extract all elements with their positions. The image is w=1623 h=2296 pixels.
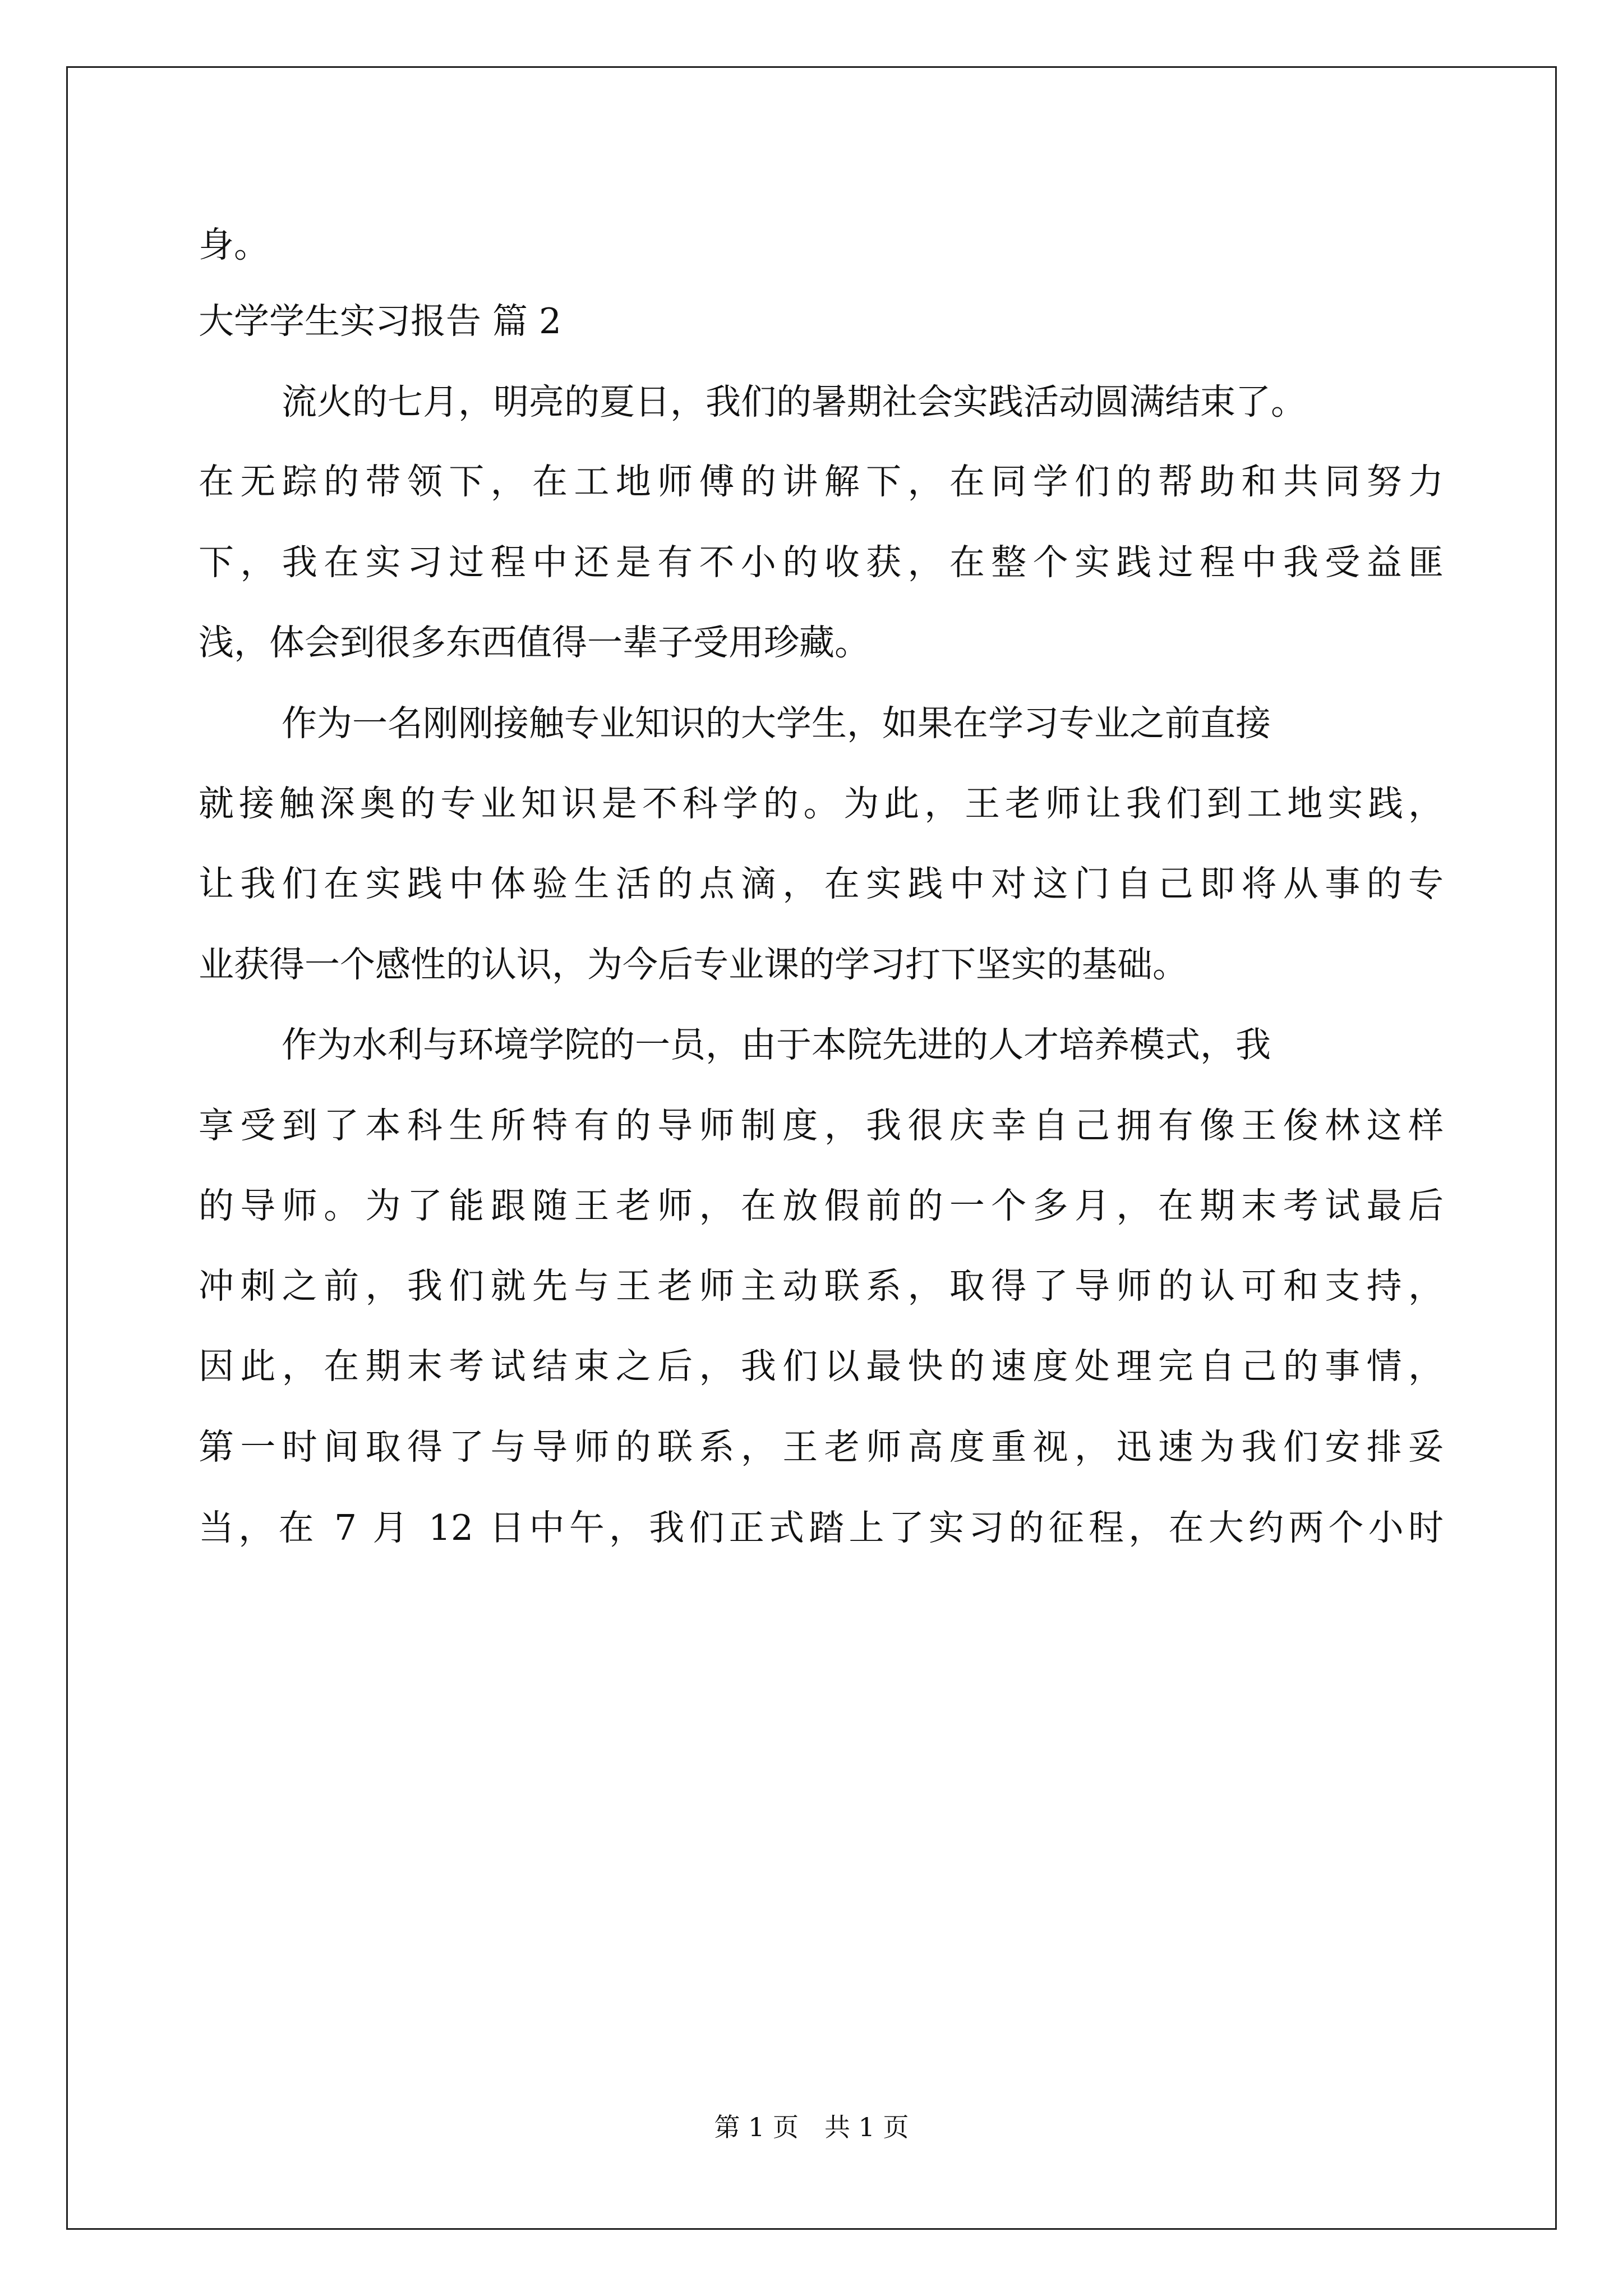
- text-line: 冲刺之前，我们就先与王老师主动联系，取得了导师的认可和支持，: [199, 1266, 1444, 1306]
- text-line: 的导师。为了能跟随王老师，在放假前的一个多月，在期末考试最后: [199, 1185, 1444, 1226]
- page-footer: 第 1 页 共 1 页: [714, 2112, 909, 2142]
- section-heading: 大学学生实习报告 篇 2: [199, 301, 562, 342]
- text-line: 流火的七月，明亮的夏日，我们的暑期社会实践活动圆满结束了。: [282, 381, 1306, 422]
- text-line: 让我们在实践中体验生活的点滴，在实践中对这门自己即将从事的专: [199, 863, 1444, 904]
- text-line: 业获得一个感性的认识，为今后专业课的学习打下坚实的基础。: [199, 944, 1188, 985]
- text-line: 第一时间取得了与导师的联系，王老师高度重视，迅速为我们安排妥: [199, 1427, 1444, 1467]
- text-line: 浅，体会到很多东西值得一辈子受用珍藏。: [199, 622, 870, 663]
- text-line: 当，在 7 月 12 日中午，我们正式踏上了实习的征程，在大约两个小时: [199, 1507, 1444, 1548]
- text-line: 下，我在实习过程中还是有不小的收获，在整个实践过程中我受益匪: [199, 542, 1444, 583]
- text-line: 就接触深奥的专业知识是不科学的。为此，王老师让我们到工地实践，: [199, 783, 1444, 824]
- text-line: 作为水利与环境学院的一员，由于本院先进的人才培养模式，我: [282, 1024, 1271, 1065]
- text-line: 享受到了本科生所特有的导师制度，我很庆幸自己拥有像王俊林这样: [199, 1105, 1444, 1146]
- text-line: 在无踪的带领下，在工地师傅的讲解下，在同学们的帮助和共同努力: [199, 461, 1444, 502]
- text-line: 因此，在期末考试结束之后，我们以最快的速度处理完自己的事情，: [199, 1346, 1444, 1387]
- text-line: 作为一名刚刚接触专业知识的大学生，如果在学习专业之前直接: [282, 703, 1271, 744]
- text-line: 身。: [199, 224, 269, 265]
